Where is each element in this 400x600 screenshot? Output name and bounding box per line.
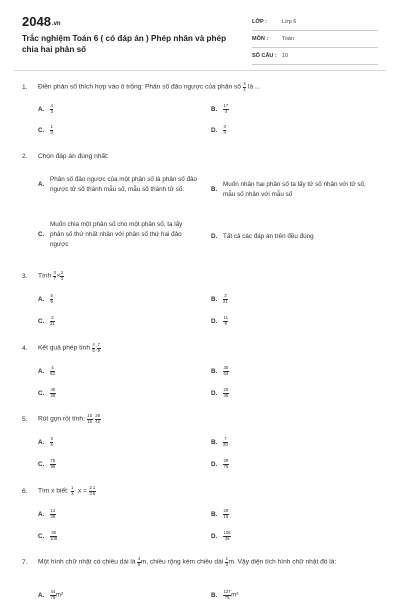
question-1	[22, 82, 382, 93]
answer-option-d[interactable]: D. $\frac{11}{9}$	[211, 315, 228, 326]
meta-label: LỚP :	[252, 19, 267, 25]
answer-option-b[interactable]: B. $\frac{28}{15}$	[211, 508, 229, 519]
answer-option-a[interactable]: A. $\frac{12}{28}$	[38, 508, 56, 519]
question-5: 5. Rút gọn rồi tính: $\frac{15}{16}$ · $\frac{28}{42}$	[22, 413, 101, 424]
answer-option-c[interactable]: C. $\frac{2}{21}$	[38, 315, 55, 326]
meta-value: Toán	[282, 36, 294, 42]
answer-option-b[interactable]: B. $\frac{17}{4}$	[211, 103, 229, 114]
answer-option-c[interactable]: C. $\frac{75}{98}$	[38, 458, 56, 469]
question-text: Một hình chữ nhật có chiều dài là	[38, 558, 136, 566]
question-number: 7.	[22, 558, 28, 566]
answer-option-d[interactable]: D. Tất cả các đáp án trên đều đúng	[211, 233, 314, 240]
question-3: 3. Tính $\frac{3}{7}$ × $\frac{2}{3}$	[22, 270, 64, 281]
meta-value: 10	[282, 53, 289, 59]
meta-label: MÔN :	[252, 36, 269, 42]
meta-panel	[252, 14, 378, 65]
meta-row-count	[252, 48, 378, 65]
logo-text: 2048	[22, 14, 51, 29]
meta-label: SỐ CÂU :	[252, 53, 277, 59]
question-number: 4.	[22, 344, 28, 352]
answer-option-d[interactable]: D. $\frac{108}{35}$	[211, 530, 231, 541]
answer-option-d[interactable]: D. $\frac{3}{4}$	[211, 124, 226, 135]
question-number: 3.	[22, 272, 28, 280]
question-4: 4. Kết quả phép tính $\frac{4}{5}$ : $\frac{7}{9}$	[22, 342, 101, 353]
answer-option-a[interactable]: A. $\frac{4}{3}$	[38, 103, 53, 114]
answer-option-b[interactable]: B. Muốn nhân hai phân số ta lấy tử số nhân với tử số, mẫu số nhân với mẫu số	[211, 181, 366, 198]
question-number: 5.	[22, 415, 28, 423]
question-text: Rút gọn rồi tính:	[38, 415, 85, 423]
answer-option-a[interactable]: A. $\frac{44}{75}$ m²	[38, 589, 64, 600]
answer-option-a[interactable]: A. $\frac{5}{9}$	[38, 293, 53, 304]
answer-option-c[interactable]: C. Muốn chia một phân số cho một phân số, ta lấy phân số thứ nhất nhân với phân số thứ hai đảo ngược	[38, 221, 183, 248]
fraction: $\frac{3}{4}$	[243, 81, 246, 92]
operator: ×	[56, 272, 61, 280]
question-2	[22, 152, 382, 162]
meta-value: Lớp 6	[282, 19, 297, 25]
operator: · x =	[74, 487, 88, 495]
logo-suffix: .vn	[51, 21, 61, 27]
meta-row-subject	[252, 31, 378, 48]
header-divider	[14, 70, 386, 71]
answer-option-c[interactable]: C. $\frac{1}{3}$	[38, 124, 53, 135]
answer-option-a[interactable]: A. $\frac{3}{5}$	[38, 436, 53, 447]
question-text: Tìm x biết:	[38, 487, 69, 495]
question-number: 1.	[22, 83, 28, 91]
meta-row-class	[252, 14, 378, 31]
operator: :	[95, 344, 98, 352]
question-number: 2.	[22, 153, 28, 160]
question-6: 6. Tìm x biết: $\frac{1}{3}$ · x = $\frac{2}{3}$ $\frac{1}{5}$	[22, 485, 96, 496]
question-tail: là ...	[248, 83, 261, 91]
answer-option-b[interactable]: B. $\frac{30}{63}$	[211, 365, 229, 376]
answer-option-c[interactable]: C. $\frac{45}{28}$	[38, 387, 56, 398]
document-title: Trắc nghiệm Toán 6 ( có đáp án ) Phép nhân và phép chia hai phân số	[22, 34, 227, 54]
question-7: 7. Một hình chữ nhật có chiều dài là $\frac{4}{5}$ m, chiều rộng kém chiều dài $\frac{1}{3}$ m. Vậy diện tích hình chữ nhật đó là:	[22, 556, 337, 567]
answer-option-a[interactable]: A. Phân số đảo ngược của một phân số là phân số đảo ngược tử số thành mẫu số, mẫu số thành tử số.	[38, 176, 197, 193]
answer-option-b[interactable]: B. $\frac{127}{75}$ m²	[211, 589, 239, 600]
question-text: Tính	[38, 272, 52, 280]
operator: ·	[92, 415, 95, 423]
question-text: Kết quả phép tính	[38, 344, 91, 352]
answer-option-b[interactable]: B. $\frac{3}{21}$	[211, 293, 228, 304]
answer-option-d[interactable]: D. $\frac{28}{45}$	[211, 387, 229, 398]
question-text: Điền phân số thích hợp vào ô trống: Phân số đảo ngược của phân số	[38, 83, 241, 91]
answer-option-c[interactable]: C. $\frac{35}{108}$	[38, 530, 58, 541]
answer-option-b[interactable]: B. $\frac{7}{20}$	[211, 436, 228, 447]
site-logo[interactable]	[22, 14, 61, 29]
question-number: 6.	[22, 487, 28, 495]
answer-option-d[interactable]: D. $\frac{28}{75}$	[211, 458, 229, 469]
question-text: Chọn đáp án đúng nhất:	[38, 153, 109, 160]
answer-option-a[interactable]: A. $\frac{4}{63}$	[38, 365, 55, 376]
